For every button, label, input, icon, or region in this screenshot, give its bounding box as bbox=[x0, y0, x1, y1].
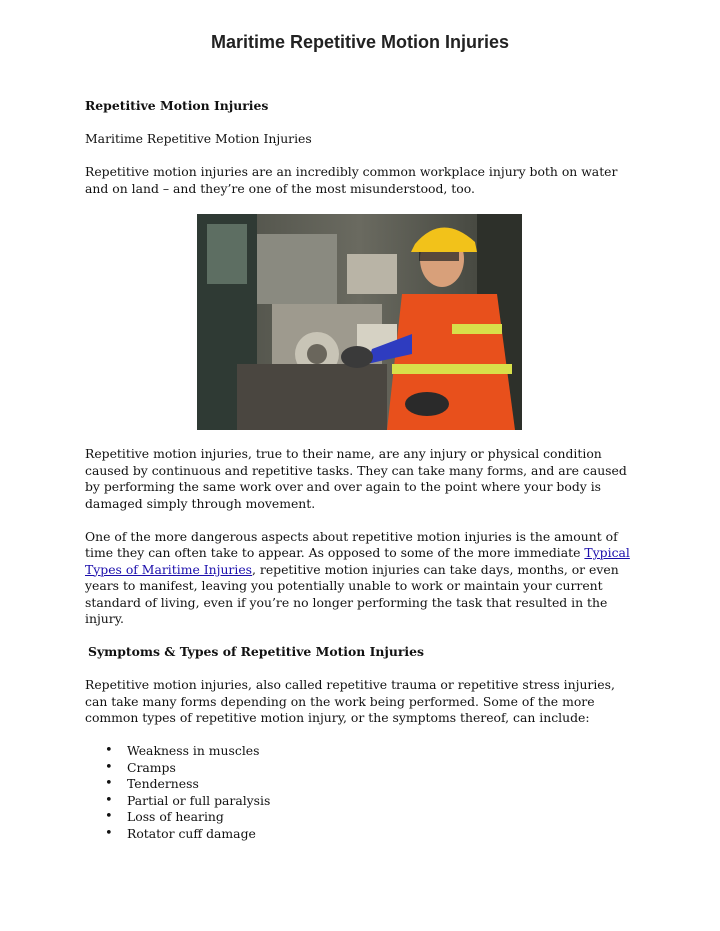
list-item: • Loss of hearing bbox=[85, 809, 633, 826]
list-item: • Partial or full paralysis bbox=[85, 793, 633, 810]
intro-paragraph: Repetitive motion injuries are an incredibly common workplace injury both on water and on land – and they’re one of the most misunderstood, too. bbox=[85, 164, 618, 196]
paragraph-timing-start: One of the more dangerous aspects about repetitive motion injuries is the amount of time they can often take to appear. As opposed to some of the more immediate bbox=[85, 528, 618, 560]
paragraph-types: Repetitive motion injuries, also called repetitive trauma or repetitive stress injuries, can take many forms depending on the work being performed. Some of the more common types of repetitive motion injury, or the symptoms thereof, can include: bbox=[85, 677, 615, 725]
article-heading: Repetitive Motion Injuries bbox=[85, 98, 269, 113]
page-title: Maritime Repetitive Motion Injuries bbox=[210, 32, 510, 52]
list-item: • Rotator cuff damage bbox=[85, 826, 633, 843]
paragraph-timing bbox=[85, 529, 633, 628]
symptom-list bbox=[85, 743, 633, 842]
worker-photo bbox=[197, 214, 522, 430]
list-item: • Weakness in muscles bbox=[85, 743, 633, 760]
paragraph-definition: Repetitive motion injuries, true to their name, are any injury or physical condition caused by continuous and repetitive tasks. They can take many forms, and are caused by performing the same work over and over again to the point where your body is damaged simply through movement. bbox=[85, 446, 627, 511]
list-item: • Cramps bbox=[85, 760, 633, 777]
list-item: • Tenderness bbox=[85, 776, 633, 793]
worker-photo-icon bbox=[197, 214, 522, 430]
section-heading: Symptoms & Types of Repetitive Motion Injuries bbox=[88, 644, 424, 659]
document-body bbox=[85, 98, 633, 842]
paragraph-timing-end: , repetitive motion injuries can take days, months, or even years to manifest, leaving you potentially unable to work or maintain your current standard of living, even if you’re no longer performing the task that resulted in the injury. bbox=[85, 561, 619, 626]
article-subtitle: Maritime Repetitive Motion Injuries bbox=[85, 131, 312, 146]
typical-injuries-link[interactable]: Typical Types of Maritime Injuries bbox=[85, 545, 630, 577]
